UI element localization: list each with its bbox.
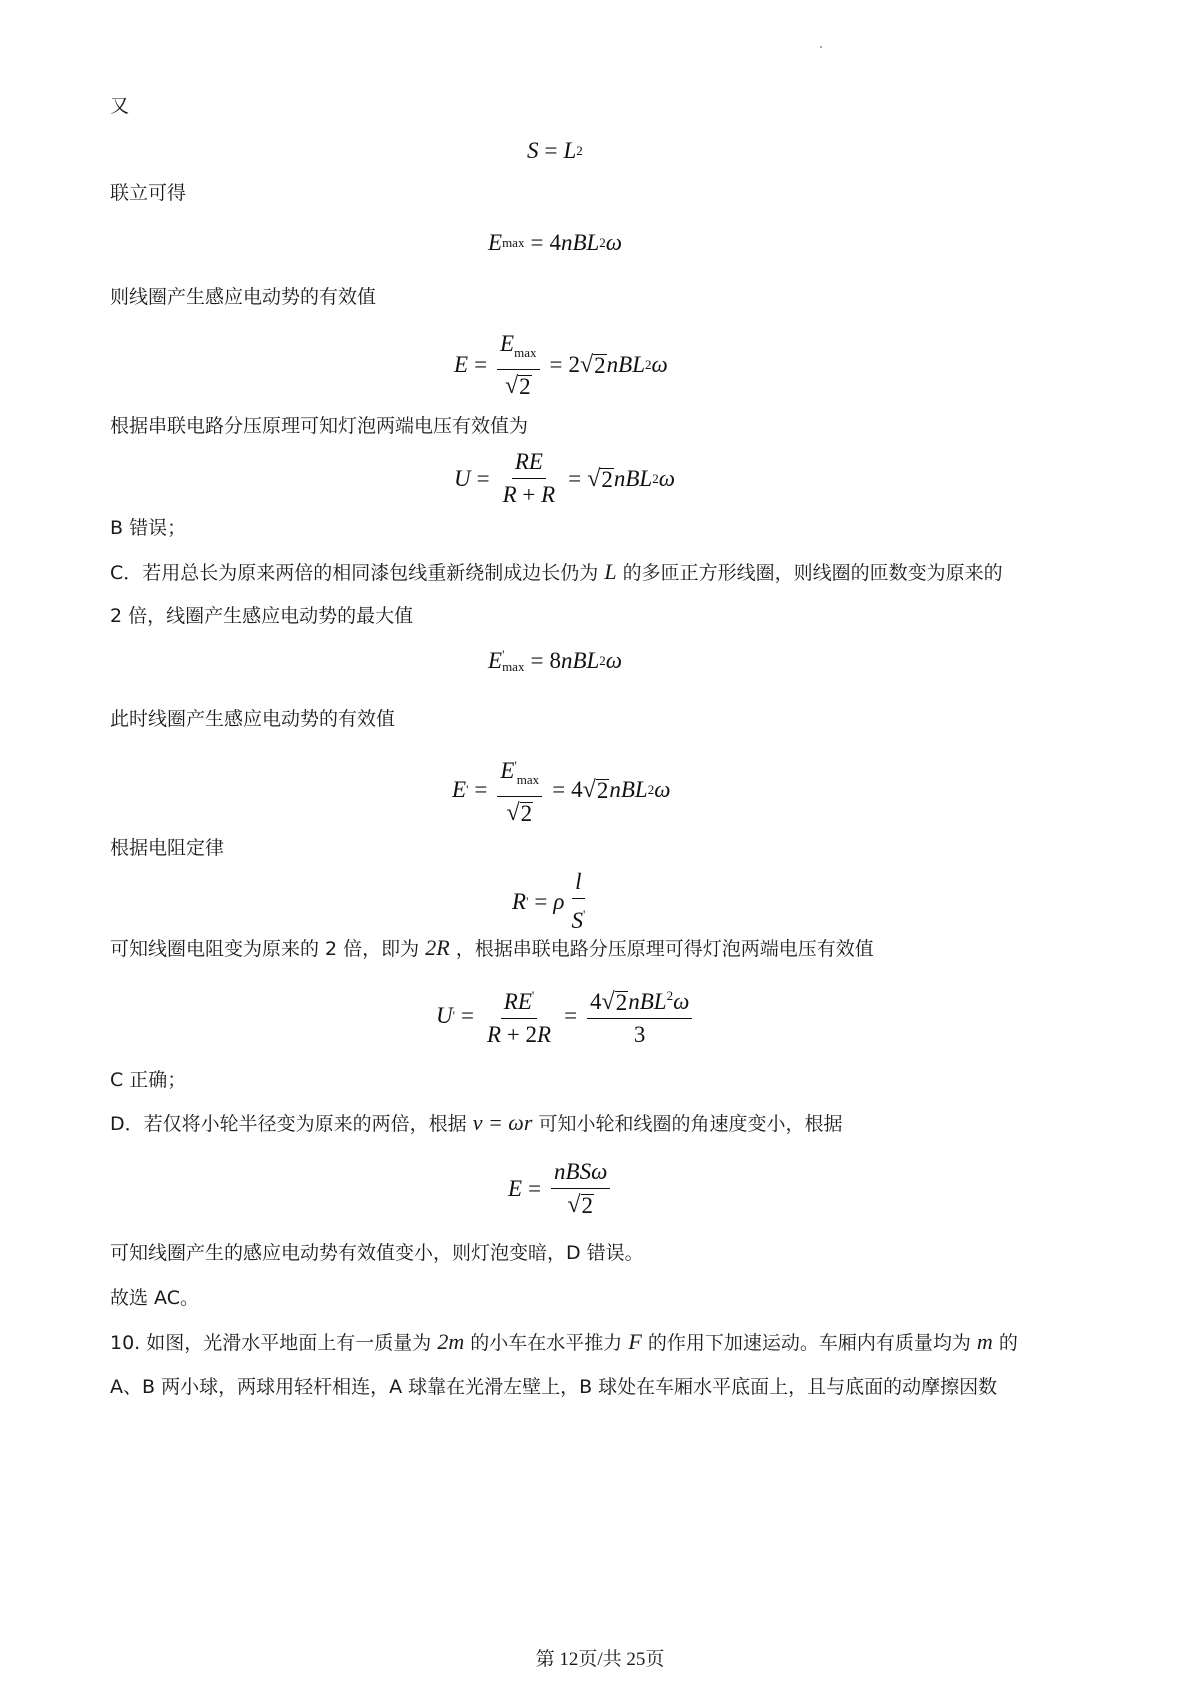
q10-force-f: F xyxy=(628,1329,642,1354)
text-resistance-double xyxy=(110,935,874,962)
text-resistance-law: 根据电阻定律 xyxy=(110,837,225,859)
option-c-part2: 的多匝正方形线圈，则线圈的匝数变为原来的 xyxy=(622,562,1003,584)
option-d-part1: D．若仅将小轮半径变为原来的两倍，根据 xyxy=(110,1113,467,1135)
q10-part2: 的小车在水平推力 xyxy=(470,1332,623,1354)
resistance-part1: 可知线圈电阻变为原来的 2 倍，即为 xyxy=(110,938,420,960)
option-c-var-l: L xyxy=(604,559,617,584)
scan-speck xyxy=(820,46,822,48)
q10-part3: 的作用下加速运动。车厢内有质量均为 xyxy=(647,1332,971,1354)
equation-e-nbs: E = nBSω √ 2 xyxy=(508,1158,614,1219)
text-series-voltage: 根据串联电路分压原理可知灯泡两端电压有效值为 xyxy=(110,415,529,437)
text-option-d xyxy=(110,1110,842,1137)
equation-emax: E max = 4 nBL 2 ω xyxy=(488,230,623,255)
equation-emax-prime: E ' max = 8 nBL 2 ω xyxy=(488,647,623,674)
text-option-c xyxy=(110,559,1003,586)
q10-mass-m: m xyxy=(976,1329,993,1354)
equation-e-prime: E ' = $E'_{max}$ √ 2 = 4 √ 2 nBL 2 ω xyxy=(452,752,670,827)
equation-area: S = L 2 xyxy=(527,138,583,163)
text-d-wrong: 可知线圈产生的感应电动势有效值变小，则灯泡变暗，D 错误。 xyxy=(110,1242,644,1264)
text-combine: 联立可得 xyxy=(110,182,187,204)
resistance-part2: ，根据串联电路分压原理可得灯泡两端电压有效值 xyxy=(455,938,874,960)
option-d-formula: v = ωr xyxy=(472,1110,533,1135)
q10-mass-2m: 2m xyxy=(437,1329,465,1354)
equation-r-prime: R ' = ρ $\frac{l}{S'}$ xyxy=(512,869,586,933)
text-question-10-line2: A、B 两小球，两球用轻杆相连，A 球靠在光滑左壁上，B 球处在车厢水平底面上，且与底面的动摩擦因数 xyxy=(110,1376,998,1398)
text-answer: 故选 AC。 xyxy=(110,1287,199,1309)
equation-e-effective: E = $E_{max}$ √ 2 = 2 √ 2 nBL 2 ω xyxy=(454,331,668,399)
text-b-wrong: B 错误； xyxy=(110,517,187,539)
option-c-part1: C．若用总长为原来两倍的相同漆包线重新绕制成边长仍为 xyxy=(110,562,599,584)
q10-part4: 的 xyxy=(998,1332,1018,1354)
text-question-10 xyxy=(110,1329,1018,1356)
text-double-turns: 2 倍，线圈产生感应电动势的最大值 xyxy=(110,605,414,627)
text-c-correct: C 正确； xyxy=(110,1069,187,1091)
text-effective-value-2: 此时线圈产生感应电动势的有效值 xyxy=(110,708,396,730)
equation-u: U = $\frac{RE}{R + R}$ = √ 2 nBL 2 ω xyxy=(454,449,675,507)
page-footer: 第 12页/共 25页 xyxy=(535,1649,665,1670)
option-d-part2: 可知小轮和线圈的角速度变小，根据 xyxy=(538,1113,843,1135)
text-effective-value: 则线圈产生感应电动势的有效值 xyxy=(110,286,377,308)
resistance-2r: 2R xyxy=(425,935,450,960)
text-you: 又 xyxy=(110,95,130,117)
q10-part1: 10. 如图，光滑水平地面上有一质量为 xyxy=(110,1332,432,1354)
equation-u-prime: U ' = $\frac{RE'}{R + 2R}$ = 4 √ 2 nBL$^2$ω 3 xyxy=(436,982,696,1049)
